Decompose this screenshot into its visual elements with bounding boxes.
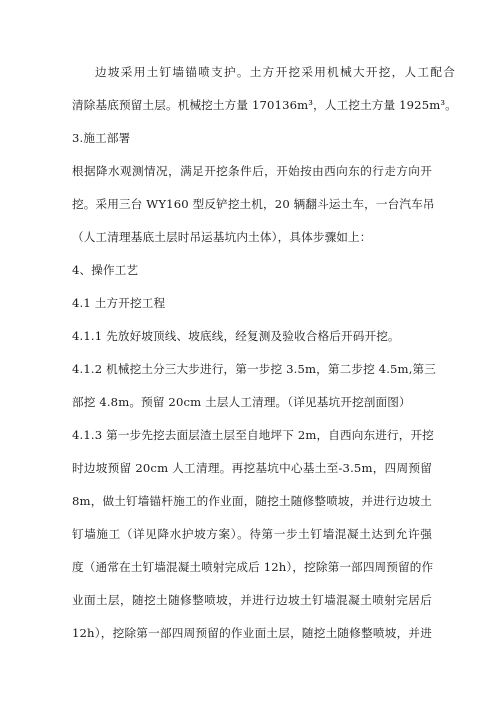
paragraph-line: 挖。采用三台 WY160 型反铲挖土机，20 辆翻斗运土车，一台汽车吊 xyxy=(72,197,435,211)
paragraph-line: 根据降水观测情况，满足开挖条件后，开始按由西向东的行走方向开 xyxy=(72,164,432,178)
section-heading: 3.施工部署 xyxy=(72,131,131,145)
paragraph-line: 4.1.2 机械挖土分三大步进行，第一步挖 3.5m，第二步挖 4.5m,第三 xyxy=(72,362,437,376)
paragraph-line: 边坡采用土钉墙锚喷支护。土方开挖采用机械大开挖，人工配合 xyxy=(95,65,455,79)
paragraph-line: 12h），挖除第一部四周预留的作业面土层，随挖土随修整喷坡，并进 xyxy=(72,626,432,640)
paragraph-line: （人工清理基底土层时吊运基坑内土体），具体步骤如上： xyxy=(72,230,372,244)
paragraph-line: 度（通常在土钉墙混凝土喷射完成后 12h），挖除第一部四周预留的作 xyxy=(72,560,434,574)
paragraph-line: 8m，做土钉墙锚杆施工的作业面，随挖土随修整喷坡，并进行边坡土 xyxy=(72,494,432,508)
paragraph-line: 钉墙施工（详见降水护坡方案）。待第一步土钉墙混凝土达到允许强 xyxy=(72,527,432,541)
section-heading: 4、操作工艺 xyxy=(72,263,139,277)
paragraph-line: 清除基底预留土层。机械挖土方量 170136m³，人工挖土方量 1925m³。 xyxy=(72,98,457,112)
paragraph-line: 部挖 4.8m。预留 20cm 土层人工清理。（详见基坑开挖剖面图） xyxy=(72,395,411,409)
paragraph-line: 4.1.1 先放好坡顶线、坡底线，经复测及验收合格后开码开挖。 xyxy=(72,329,400,343)
paragraph-line: 4.1.3 第一步先挖去面层渣土层至自地坪下 2m，自西向东进行，开挖 xyxy=(72,428,434,442)
paragraph-line: 时边坡预留 20cm 人工清理。再挖基坑中心基土至-3.5m，四周预留 xyxy=(72,461,432,475)
paragraph-line: 业面土层，随挖土随修整喷坡，并进行边坡土钉墙混凝土喷射完居后 xyxy=(72,593,432,607)
subsection-heading: 4.1 土方开挖工程 xyxy=(72,296,166,310)
